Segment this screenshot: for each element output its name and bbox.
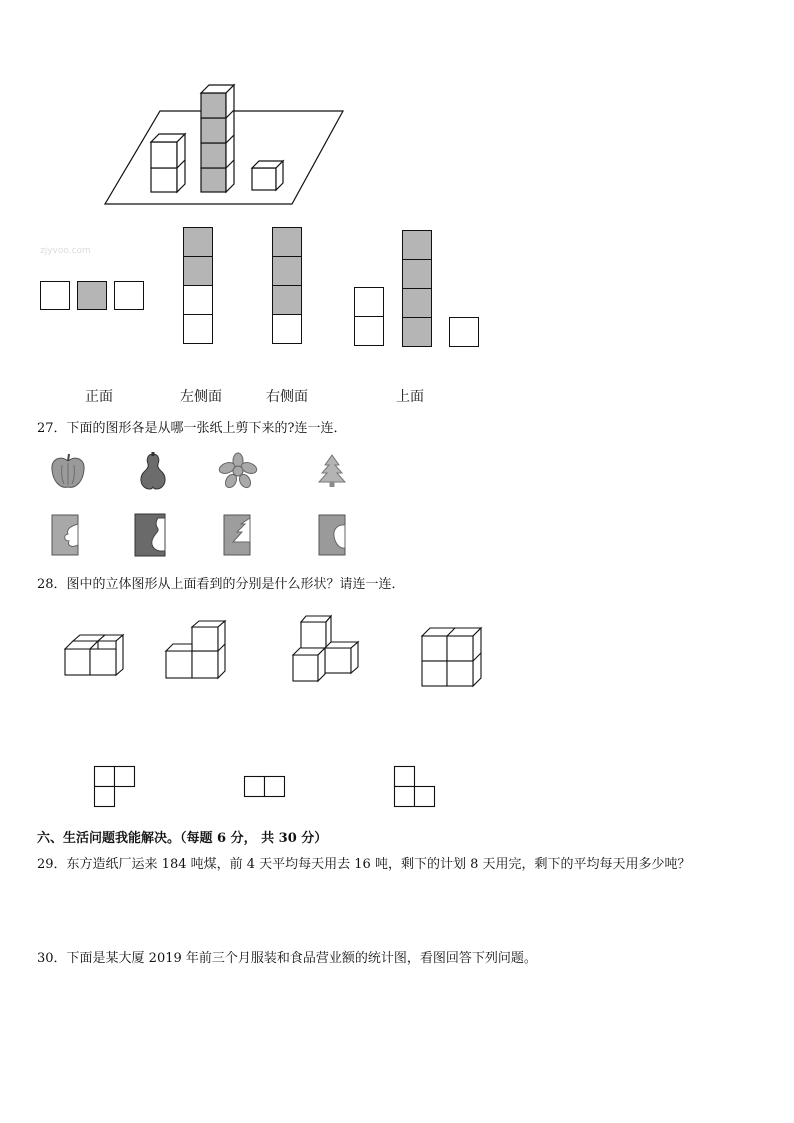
- block-arrangement-figure: [100, 80, 350, 210]
- solid-figure-3: [292, 614, 362, 684]
- gourd-shape-icon: [137, 452, 169, 492]
- left-view-figure: [183, 227, 214, 346]
- paper-cut-tree-icon: [223, 514, 251, 556]
- paper-cut-flower-icon: [51, 514, 79, 556]
- top-view-option-2: [244, 776, 286, 798]
- label-front: 正面: [85, 389, 113, 405]
- paper-cut-apple-icon: [318, 514, 346, 556]
- label-left-side: 左侧面: [180, 389, 222, 405]
- left-cube-stack: [151, 134, 185, 192]
- tree-shape-icon: [316, 454, 348, 488]
- top-view-option-1: [94, 766, 136, 808]
- right-view-figure: [272, 227, 303, 346]
- solid-figure-2: [165, 620, 227, 680]
- top-view-figure: [354, 229, 480, 348]
- tall-cube-stack: [201, 85, 234, 192]
- question-29: 29．东方造纸厂运来 184 吨煤，前 4 天平均每天用去 16 吨，剩下的计划 8 天用完，剩下的平均每天用多少吨？: [37, 857, 691, 872]
- section-6-title: 六、生活问题我能解决。（每题 6 分， 共 30 分）: [37, 831, 328, 846]
- solid-figure-4: [421, 627, 483, 689]
- solid-figure-1: [64, 634, 128, 678]
- top-view-option-3: [394, 766, 436, 808]
- flower-shape-icon: [219, 453, 257, 489]
- question-30: 30．下面是某大厦 2019 年前三个月服装和食品营业额的统计图，看图回答下列问题。: [37, 951, 537, 966]
- question-28: 28．图中的立体图形从上面看到的分别是什么形状？请连一连．: [37, 577, 405, 592]
- label-top: 上面: [396, 389, 424, 405]
- apple-shape-icon: [50, 453, 86, 491]
- label-right-side: 右侧面: [266, 389, 308, 405]
- paper-cut-gourd-icon: [134, 513, 166, 557]
- front-view-figure: [40, 281, 145, 311]
- watermark: zjyvoo.com: [40, 246, 91, 256]
- single-cube: [252, 161, 283, 190]
- question-27: 27．下面的图形各是从哪一张纸上剪下来的?连一连．: [37, 421, 347, 436]
